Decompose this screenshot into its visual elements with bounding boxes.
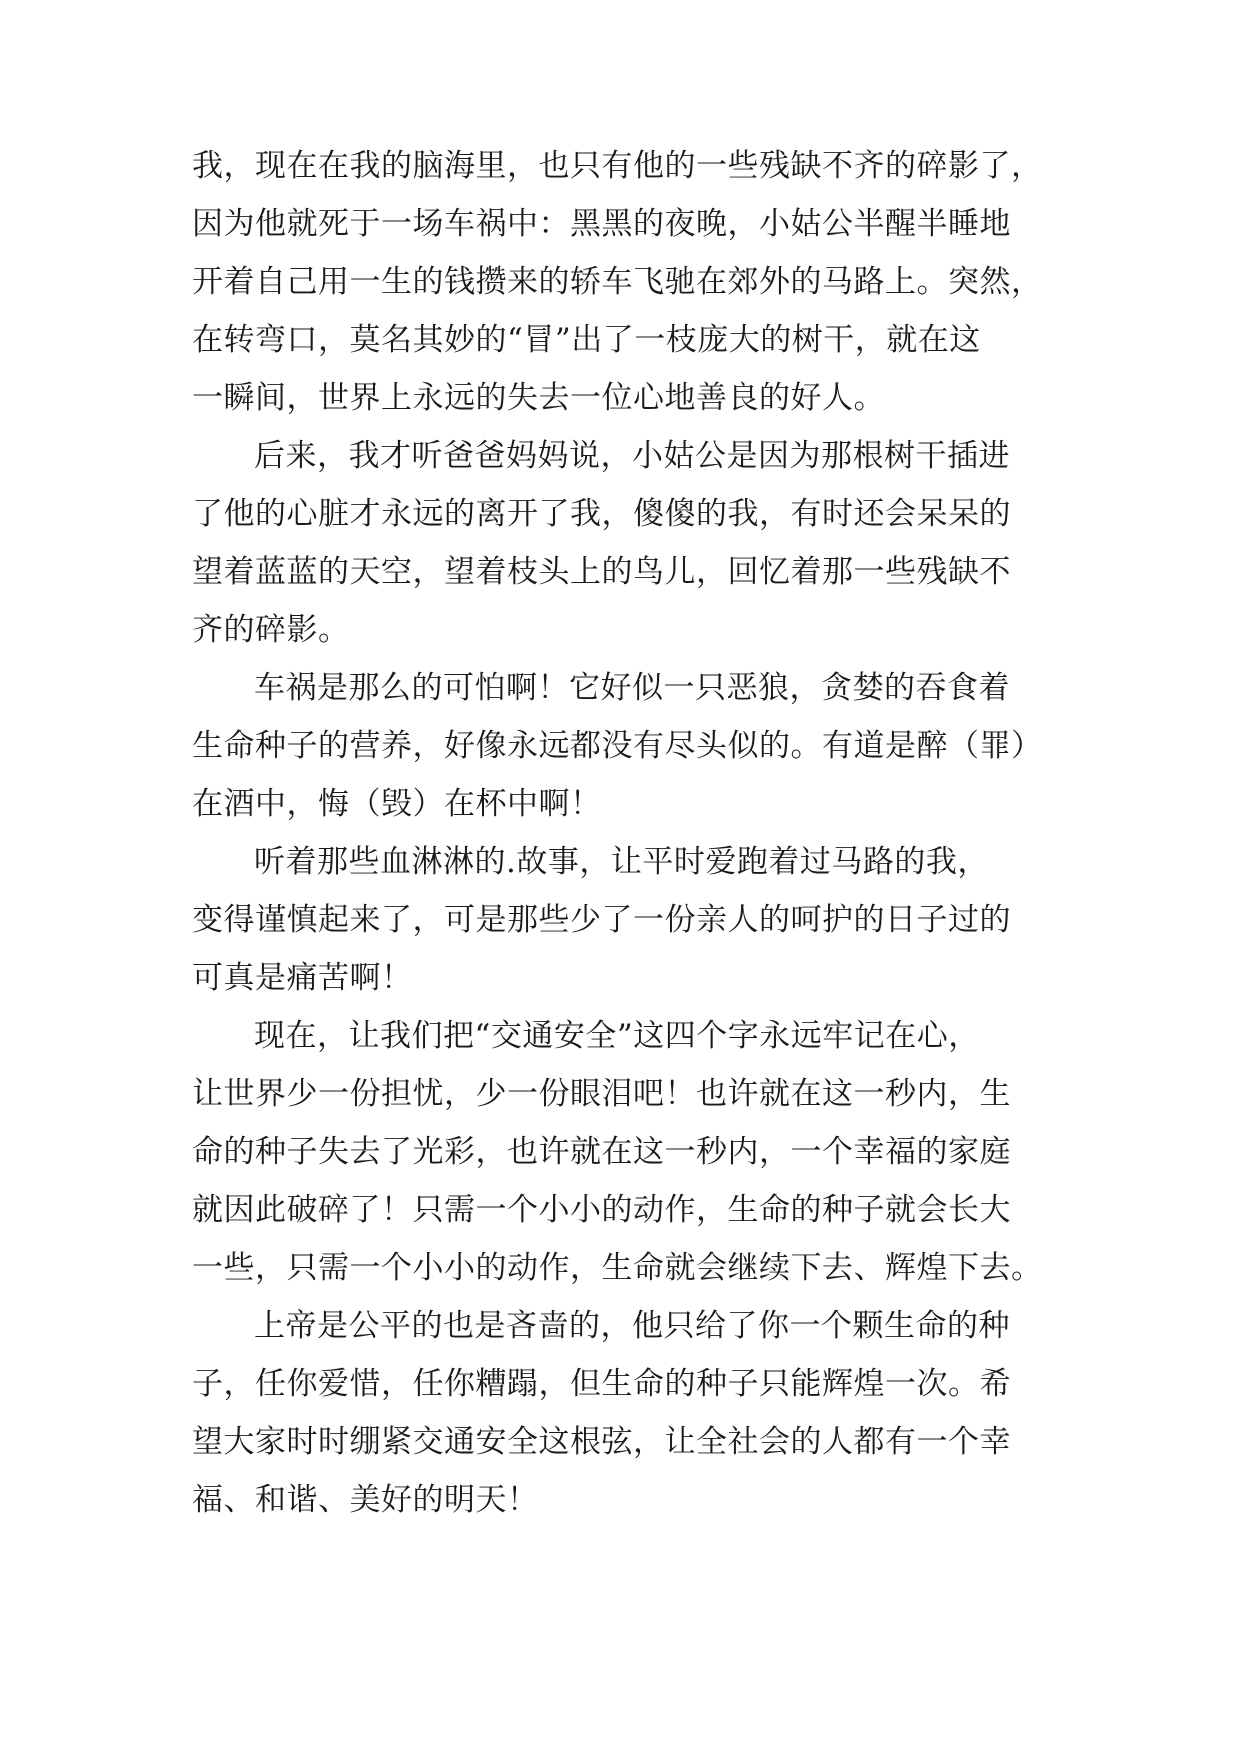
text-line: 在转弯口，莫名其妙的“冒”出了一枝庞大的树干，就在这 <box>192 322 981 358</box>
text-line: 命的种子失去了光彩，也许就在这一秒内，一个幸福的家庭 <box>192 1134 1011 1170</box>
text-line: 齐的碎影。 <box>192 612 350 648</box>
text-line: 因为他就死于一场车祸中：黑黑的夜晚，小姑公半醒半睡地 <box>192 206 1011 242</box>
text-line: 了他的心脏才永远的离开了我，傻傻的我，有时还会呆呆的 <box>192 496 1011 532</box>
text-line: 我，现在在我的脑海里，也只有他的一些残缺不齐的碎影了， <box>192 148 1043 184</box>
paragraph-first-line: 后来，我才听爸爸妈妈说，小姑公是因为那根树干插进 <box>254 438 1010 474</box>
paragraph-first-line: 车祸是那么的可怕啊！它好似一只恶狼，贪婪的吞食着 <box>254 670 1010 706</box>
text-line: 福、和谐、美好的明天！ <box>192 1482 539 1518</box>
text-line: 开着自己用一生的钱攒来的轿车飞驰在郊外的马路上。突然， <box>192 264 1043 300</box>
text-line: 可真是痛苦啊！ <box>192 960 413 996</box>
text-line: 生命种子的营养，好像永远都没有尽头似的。有道是醉（罪） <box>192 728 1043 764</box>
text-line: 变得谨慎起来了，可是那些少了一份亲人的呵护的日子过的 <box>192 902 1011 938</box>
paragraph-first-line: 上帝是公平的也是吝啬的，他只给了你一个颗生命的种 <box>254 1308 1010 1344</box>
paragraph-first-line: 听着那些血淋淋的.故事，让平时爱跑着过马路的我， <box>254 844 989 880</box>
text-line: 望着蓝蓝的天空，望着枝头上的鸟儿，回忆着那一些残缺不 <box>192 554 1011 590</box>
text-line: 一瞬间，世界上永远的失去一位心地善良的好人。 <box>192 380 885 416</box>
text-line: 子，任你爱惜，任你糟蹋，但生命的种子只能辉煌一次。希 <box>192 1366 1011 1402</box>
paragraph-first-line: 现在，让我们把“交通安全”这四个字永远牢记在心， <box>254 1018 980 1054</box>
text-line: 让世界少一份担忧，少一份眼泪吧！也许就在这一秒内，生 <box>192 1076 1011 1112</box>
text-line: 一些，只需一个小小的动作，生命就会继续下去、辉煌下去。 <box>192 1250 1043 1286</box>
text-line: 在酒中，悔（毁）在杯中啊！ <box>192 786 602 822</box>
text-line: 望大家时时绷紧交通安全这根弦，让全社会的人都有一个幸 <box>192 1424 1011 1460</box>
text-line: 就因此破碎了！只需一个小小的动作，生命的种子就会长大 <box>192 1192 1011 1228</box>
